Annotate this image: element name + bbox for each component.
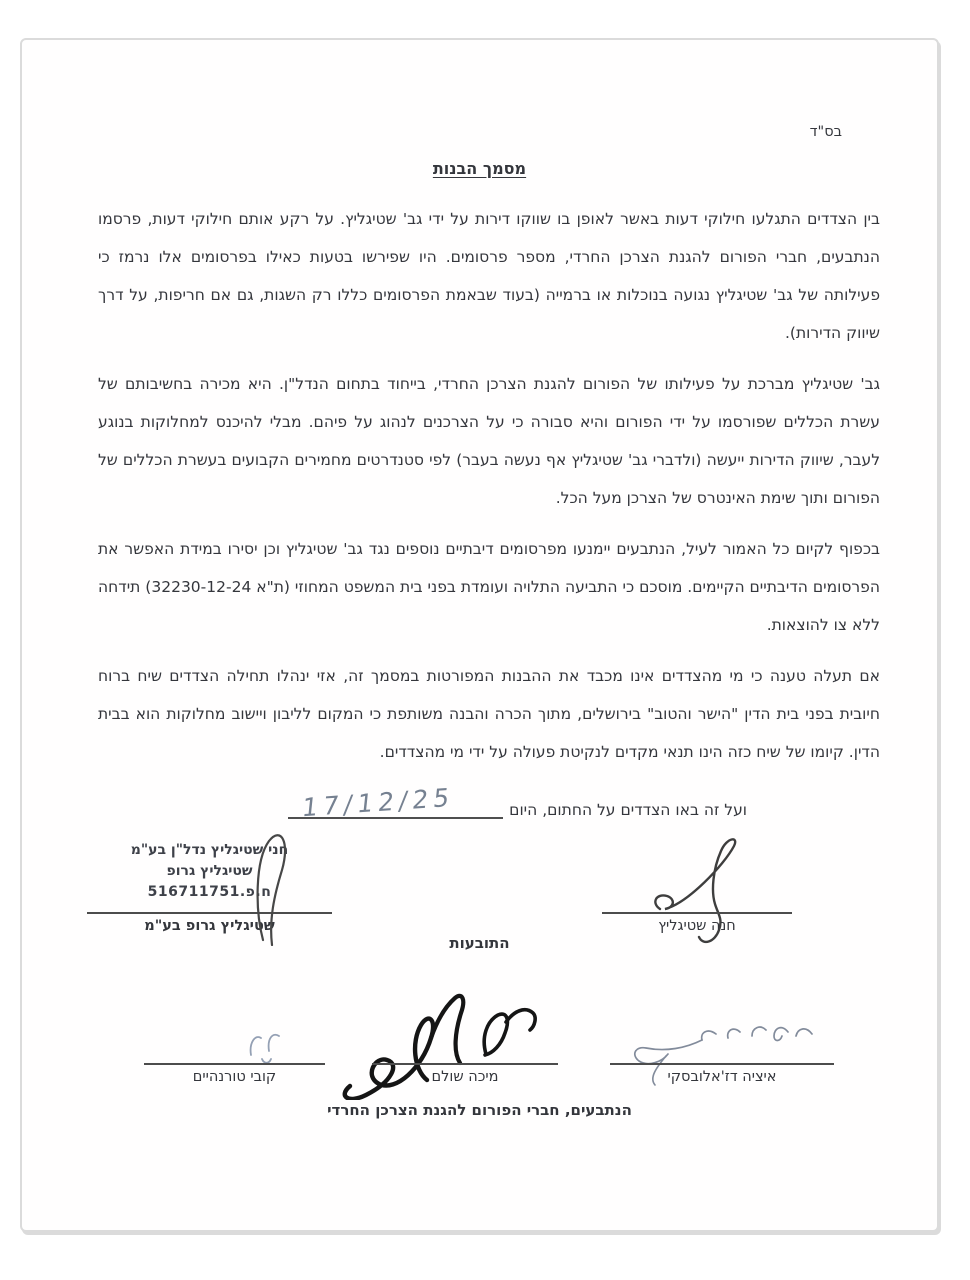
defendants-label: הנתבעים, חברי הפורום להגנת הצרכן החרדי xyxy=(327,1101,632,1119)
paragraph-1: בין הצדדים התגלעו חילוקי דעות באשר לאופן בו שווקו דירות על ידי גב' שטיגליץ. על רקע אותם חילוקי דעות, פרסמו הנתבעים, חברי הפורום להגנת הצרכן החרדי, מספר פרסומים. היו שפירשו בטעות כאילו בפרסומים אלו נרמז כי פעילותה של גב' שטיגליץ נגועה בנוכלות או ברמייה (בעוד שבאמת הפרסומים כללו רק השגות, גם אם חריפות, על דרך שיווק הדירות). xyxy=(98,210,880,342)
document-body xyxy=(98,200,880,784)
stamp-line-2: שטיגליץ גרופ xyxy=(166,863,253,879)
stamp-company-number: ח.פ.516711751 xyxy=(147,884,272,900)
hana-signer-name: חנה שטיגליץ xyxy=(658,918,736,934)
handwritten-date: 17/12/25 xyxy=(300,782,456,823)
scanned-document-page xyxy=(20,38,939,1232)
stamp-line-1: חני שטיגליץ נדל"ן בע"מ xyxy=(130,842,289,858)
paragraph-3: בכפוף לקיום כל האמור לעיל, הנתבעים יימנעו מפרסומים דיבתיים נוספים נגד גב' שטיגליץ וכן יסירו במידת האפשר את הפרסומים הדיבתיים הקיימים. מוסכם כי התביעה התלויה ועומדת בפני בית המשפט המחוזי (ת"א 32230-12-24) תידחה ללא צו להוצאות. xyxy=(98,540,880,634)
itzia-signer-name: איציה דז'אלובסקי xyxy=(667,1069,777,1085)
date-blank-line xyxy=(288,777,503,823)
plaintiffs-label: התובעות xyxy=(449,934,510,952)
closing-line xyxy=(288,777,747,823)
kobi-signer-name: קובי טורנהיים xyxy=(192,1069,277,1085)
bsd-header: בס"ד xyxy=(809,124,842,140)
page-title: מסמך הבנות xyxy=(432,159,527,178)
itzia-signature-line xyxy=(610,1063,834,1065)
micha-signer-name: מיכה שולם xyxy=(431,1069,499,1085)
micha-signature-line xyxy=(372,1063,558,1065)
closing-text: ועל זה באו הצדדים על החתום, היום xyxy=(509,801,747,819)
paragraph-4: אם תעלה טענה כי מי מהצדדים אינו מכבד את ההבנות המפורטות במסמך זה, אזי ינהלו תחילה הצדדים שיח ברוח חיובית בפני בית הדין "הישר והטוב" בירושלים, מתוך הכרה והבנה משותפת כי המקום לליבון ויישוב מחלוקות הוא בבית הדין. קיומו של שיח כזה הינו תנאי מקדים לנקיטת פעולה על ידי מי מהצדדים. xyxy=(98,667,880,761)
stamp-signature-scribble-icon xyxy=(227,828,307,946)
kobi-signature-scribble-icon xyxy=(240,1025,286,1067)
hana-signature-line xyxy=(602,912,792,914)
kobi-signature-line xyxy=(144,1063,325,1065)
stamp-signer-name: שטיגליץ גרופ בע"מ xyxy=(144,918,275,934)
paragraph-2: גב' שטיגליץ מברכת על פעילותו של הפורום להגנת הצרכן החרדי, בייחוד בתחום הנדל"ן. היא מכירה בחשיבותם של עשרת הכללים שפורסמו על ידי הפורום והיא סבורה כי על הצרכנים לנהוג על פיהם. מבלי להיכנס למחלוקות בנוגע לעבר, שיווק הדירות ייעשה (ולדברי גב' שטיגליץ אף נעשה בעבר) לפי סטנדרטים מחמירים הקבועים בעשרת הכללים של הפורום ותוך שימת האינטרס של הצרכן מעל הכל. xyxy=(98,375,880,507)
